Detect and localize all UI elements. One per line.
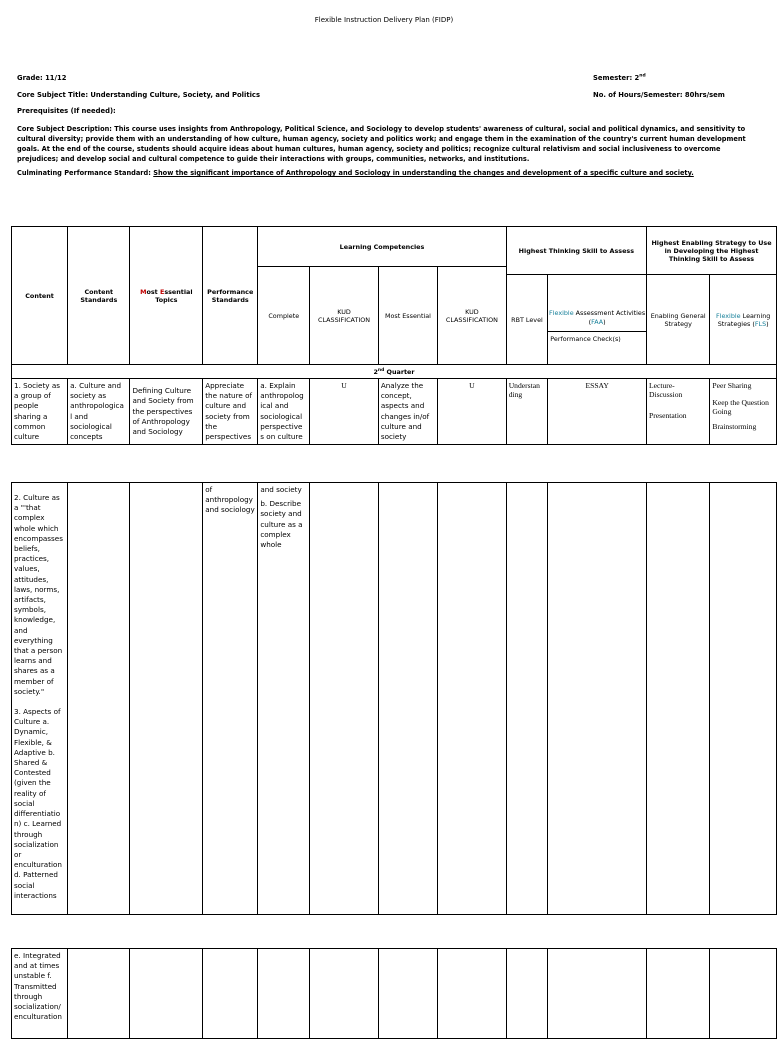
row2-kud1 [310,483,379,915]
subject-description: Core Subject Description: This course uses insights from Anthropology, Political Science, and Sociology to develop students' awareness of cultural, social and political dynamics, and sensitivity to cultural diversity; provide them with an understanding of how culture, human agency, society and politics work; and engage them in the examination of the country's current human development goals. At the end of the course, students should acquire ideas about human cultures, human agency, society and politics; recognize cultural relativism and social inclusiveness to overcome prejudices; and develop social and cultural competence to guide their interactions with groups, communities, networks, and institutions. [17,125,746,163]
col-performance-standards: Performance Standards [203,227,258,365]
row2-complete-p1: and society [260,485,302,494]
row1-content: 1. Society as a group of people sharing a common culture [12,379,68,445]
row3-cell [438,949,507,1039]
subject-title: Core Subject Title: Understanding Culture, Society, and Politics [17,91,260,99]
performance-checks: Performance Check(s) [548,331,646,345]
semester-label: Semester: 2nd [593,73,646,82]
document-title: Flexible Instruction Delivery Plan (FIDP) [314,16,454,24]
col-kud-1: KUD CLASSIFICATION [310,267,379,365]
row1-faa: ESSAY [548,379,647,445]
row1-topics: Defining Culture and Society from the perspectives of Anthropology and Sociology [130,379,203,445]
culminating-standard: Culminating Performance Standard: Show the significant importance of Anthropology and Sociology in understanding the changes and development of a specific culture and society. [17,169,694,177]
row3-cell [506,949,548,1039]
row1-complete: a. Explain anthropolog ical and sociological perspective s on culture [258,379,310,445]
col-most-essential-topics: Most Essential Topics [130,227,203,365]
col-complete: Complete [258,267,310,365]
col-enabling-general: Enabling General Strategy [647,275,710,365]
row3-cell [258,949,310,1039]
row3-content: e. Integrated and at times unstable f. Transmitted through socialization/ enculturation [12,949,68,1039]
prerequisites-label: Prerequisites (If needed): [17,107,116,115]
row2-most-essential [378,483,437,915]
row1-kud1: U [310,379,379,445]
quarter-row: 2nd Quarter [12,365,777,379]
row2-kud2 [438,483,507,915]
row1-performance: Appreciate the nature of culture and society from the perspectives [203,379,258,445]
col-learning-competencies: Learning Competencies [258,227,506,267]
row1-most-essential: Analyze the concept, aspects and changes in/of culture and society [378,379,437,445]
row2-content-p2: 3. Aspects of Culture a. Dynamic, Flexible, & Adaptive b. Shared & Contested (given the reality of social differentiatio n) c. Learned through socialization or enculturation d. Patterned social interactions [14,707,62,900]
row2-enabling [647,483,710,915]
fidp-table-row3 [11,948,777,1039]
row3-cell [203,949,258,1039]
row2-content-standards [68,483,130,915]
col-rbt-level: RBT Level [506,275,548,365]
col-fls: Flexible Learning Strategies (FLS) [710,275,777,365]
fidp-table-row2 [11,482,777,915]
grade-label: Grade: 11/12 [17,74,67,82]
col-content: Content [12,227,68,365]
col-highest-enabling: Highest Enabling Strategy to Use in Developing the Highest Thinking Skill to Assess [647,227,777,275]
row2-complete [258,483,310,915]
row1-fls [710,379,777,445]
fls-item: Peer Sharing [712,381,752,390]
row3-cell [310,949,379,1039]
fidp-table-header [11,226,777,445]
row2-content-p1: 2. Culture as a "'that complex whole which encompasses beliefs, practices, values, attitudes, laws, norms, artifacts, symbols, knowledge, and everything that a person learns and shares as a member of society." [14,493,63,696]
row3-cell [647,949,710,1039]
row3-cell [68,949,130,1039]
fls-item: Brainstorming [712,422,757,431]
row2-fls [710,483,777,915]
fls-item: Keep the Question Going [712,398,769,416]
row1-kud2: U [438,379,507,445]
col-content-standards: Content Standards [68,227,130,365]
enabling-item: Presentation [649,411,687,420]
row3-cell [548,949,647,1039]
row2-complete-p2: b. Describe society and culture as a complex whole [260,499,303,550]
row3-cell [378,949,437,1039]
row2-rbt [506,483,548,915]
col-faa: Flexible Assessment Activities (FAA) Performance Check(s) [548,275,647,365]
col-kud-2: KUD CLASSIFICATION [438,267,507,365]
row3-cell [130,949,203,1039]
col-highest-thinking: Highest Thinking Skill to Assess [506,227,646,275]
col-most-essential: Most Essential [378,267,437,365]
row2-content [12,483,68,915]
row1-enabling [647,379,710,445]
row2-topics [130,483,203,915]
row1-content-standards: a. Culture and society as anthropologica l and sociological concepts [68,379,130,445]
hours-label: No. of Hours/Semester: 80hrs/sem [593,91,725,99]
row2-performance: of anthropology and sociology [203,483,258,915]
row1-rbt: Understan ding [506,379,548,445]
row3-cell [710,949,777,1039]
row2-faa [548,483,647,915]
enabling-item: Lecture-Discussion [649,381,683,399]
